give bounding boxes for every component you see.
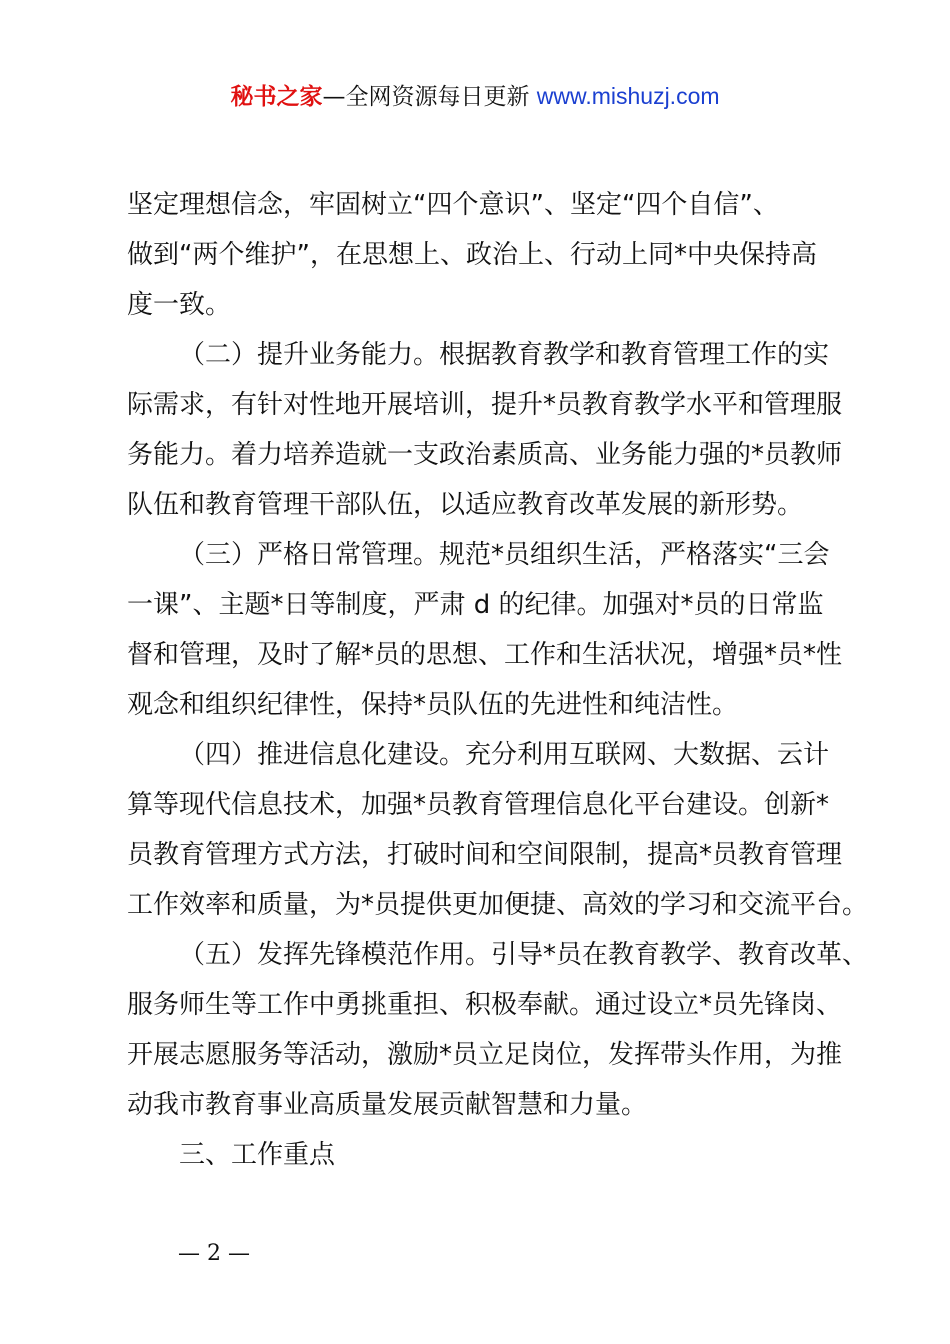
body-line: 务能力。着力培养造就一支政治素质高、业务能力强的*员教师 (127, 440, 843, 470)
section-heading-2: （二）提升业务能力。根据教育教学和教育管理工作的实 (179, 340, 830, 370)
part-heading-3: 三、工作重点 (179, 1140, 336, 1170)
body-line: 际需求，有针对性地开展培训，提升*员教育教学水平和管理服 (127, 390, 843, 420)
section-heading-5: （五）发挥先锋模范作用。引导*员在教育教学、教育改革、 (179, 940, 869, 970)
body-line: 观念和组织纪律性，保持*员队伍的先进性和纯洁性。 (127, 690, 739, 720)
body-line: 督和管理，及时了解*员的思想、工作和生活状况，增强*员*性 (127, 640, 843, 670)
site-url-link[interactable]: www.mishuzj.com (536, 83, 720, 109)
body-line: 做到“两个维护”，在思想上、政治上、行动上同*中央保持高 (127, 240, 817, 270)
body-line: 服务师生等工作中勇挑重担、积极奉献。通过设立*员先锋岗、 (127, 990, 843, 1020)
body-line: 队伍和教育管理干部队伍，以适应教育改革发展的新形势。 (127, 490, 804, 520)
section-heading-4: （四）推进信息化建设。充分利用互联网、大数据、云计 (179, 740, 830, 770)
body-line: 坚定理想信念，牢固树立“四个意识”、坚定“四个自信”、 (127, 190, 779, 220)
site-brand: 秘书之家 (230, 84, 323, 110)
site-tagline: —全网资源每日更新 (322, 84, 537, 110)
body-line: 算等现代信息技术，加强*员教育管理信息化平台建设。创新* (127, 790, 830, 820)
body-line: 度一致。 (127, 290, 232, 320)
body-line: 动我市教育事业高质量发展贡献智慧和力量。 (127, 1090, 648, 1120)
body-line: 工作效率和质量，为*员提供更加便捷、高效的学习和交流平台。 (127, 890, 869, 920)
body-line: 一课”、主题*日等制度，严肃 d 的纪律。加强对*员的日常监 (127, 590, 824, 620)
page-number: — 2 — (178, 1241, 250, 1266)
body-line: 开展志愿服务等活动，激励*员立足岗位，发挥带头作用，为推 (127, 1040, 843, 1070)
body-line: 员教育管理方式方法，打破时间和空间限制，提高*员教育管理 (127, 840, 843, 870)
site-header (0, 80, 950, 113)
document-body (127, 180, 869, 1180)
section-heading-3: （三）严格日常管理。规范*员组织生活，严格落实“三会 (179, 540, 830, 570)
